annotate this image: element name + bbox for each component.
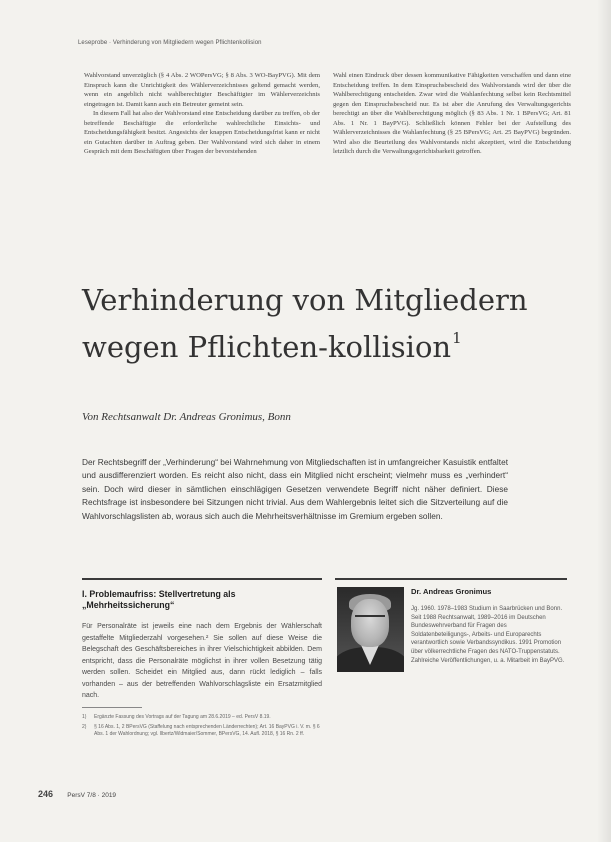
page-number: 246 bbox=[38, 789, 54, 799]
section-body: Für Personalräte ist jeweils eine nach dem Ergebnis der Wählerschaft gestaffelte Mitgliederzahl vorgesehen.² Sie sollen auf diese Weise die Belegschaft des Geschäftsbereiches in ihrer Vielschichtigkeit abbilden. Dem entspricht, dass die Personalräte möglichst in ihrer vollen Besetzung tätig werden sollen. Scheidet ein Mitglied aus, dann rückt lediglich – falls vorhanden – aus der betreffenden Wahlvorschlagsliste ein Ersatzmitglied nach. bbox=[82, 623, 322, 699]
section-heading: I. Problemaufriss: Stellvertretung als „Mehrheitssicherung“ bbox=[82, 589, 236, 610]
footnotes bbox=[82, 714, 322, 741]
footnote-number: 1) bbox=[82, 714, 87, 720]
running-head: Leseprobe · Verhinderung von Mitgliedern wegen Pflichtenkollision bbox=[78, 40, 262, 46]
author-bio: Jg. 1960. 1978–1983 Studium in Saarbrücken und Bonn. Seit 1988 Rechtsanwalt, 1989–2016 im Deutschen Bundeswehrverband für Fragen des Soldatenbeteiligungs-, Arbeits- und Europarechts verantwortlich sowie Verbandssyndikus. 1991 Promotion über völkerrechtliche Fragen des NATO-Truppenstatuts. Zahlreiche Veröffentlichungen, u. a. Mitarbeit im BayPVG. bbox=[411, 606, 565, 664]
top-right-column bbox=[333, 71, 571, 157]
author-portrait bbox=[337, 587, 404, 672]
paragraph: Wahl einen Eindruck über dessen kommunikative Fähigkeiten verschaffen und dann eine Entscheidung treffen. In dem Einspruchsbescheid des Wahlvorstands wird der über die Wahlberechtigung entscheiden. Zwar wird die Wahlanfechtung selbst kein Rechtsmittel gegen den Einspruchsbescheid nur. Es ist aber die Anrufung des Verwaltungsgerichts berechtigt an über die Wahlberechtigung möglich (§ 83 Abs. 1 Nr. 1 BPersVG; Art. 81 Abs. 1 Nr. 1 BayPVG). Schließlich können Fehler bei der Aufstellung des Wählerverzeichnisses die Wahlanfechtung (§ 25 BPersVG; Art. 25 BayPVG) begründen. Wird also die Beurteilung des Wahlvorstands nicht akzeptiert, wird die Entscheidung letztlich durch die Verwaltungsgerichtsbarkeit getroffen. bbox=[333, 72, 571, 155]
lead-paragraph: Der Rechtsbegriff der „Verhinderung“ bei Wahrnehmung von Mitgliedschaften ist in umfangreicher Kasuistik entfaltet und ausdifferenziert worden. Es reicht also nicht, dass ein Mitglied nicht erscheint; vielmehr muss es „verhindert“ sein. Doch wird dieser in sämtlichen einschlägigen Gesetzen verwendete Begriff nicht näher definiert. Diese Rechtsfrage ist insbesondere bei Sitzungen nicht trivial. Aus dem Wahlergebnis leitet sich die Sitzverteilung auf die Wahlvorschlagslisten ab, woraus sich auch die Mehrheitsverhältnisse im Gremium ergeben sollen. bbox=[82, 457, 508, 521]
author-box-divider bbox=[335, 578, 567, 580]
section-divider bbox=[82, 578, 322, 580]
article-title bbox=[82, 281, 552, 366]
footnote-text: Ergänzte Fassung des Vortrags auf der Tagung am 28.6.2019 – ed. PersV 8.19. bbox=[94, 714, 271, 720]
author-box bbox=[335, 578, 567, 710]
footnote bbox=[82, 724, 322, 739]
issue-label: PersV 7/8 · 2019 bbox=[67, 792, 117, 799]
footnote-divider bbox=[82, 707, 142, 708]
author-name: Dr. Andreas Gronimus bbox=[411, 587, 492, 596]
article-title-text: Verhinderung von Mitgliedern wegen Pflichten-kollision bbox=[82, 283, 528, 364]
title-footnote-mark: 1 bbox=[452, 329, 462, 347]
footnote-number: 2) bbox=[82, 723, 87, 730]
paragraph: Wahlvorstand unverzüglich (§ 4 Abs. 2 WOPersVG; § 8 Abs. 3 WO-BayPVG). Mit dem Einspruch kann die Unrichtigkeit des Wählerverzeichnisses geltend gemacht werden, wenn ein angeblich nicht wahlberechtigter Beschäftigter im Wählerverzeichnis eingetragen ist. Damit kann auch ein Betreuter gemeint sein. bbox=[84, 72, 320, 108]
footnote bbox=[82, 714, 322, 722]
top-left-column bbox=[84, 71, 320, 157]
paragraph: In diesem Fall hat also der Wahlvorstand eine Entscheidung darüber zu treffen, ob der betreffende Beschäftigte die erforderliche wahlrechtliche Einsichts- und Entscheidungsfähigkeit besitzt. Angesichts der knappen Entscheidungsfrist kann er nicht ein Gutachten darüber in Auftrag geben. Der Wahlvorstand wird sich daher in einem Gespräch mit dem Beschäftigten über Fragen der bevorstehenden bbox=[84, 110, 320, 155]
footnote-text: § 16 Abs. 1, 2 BPersVG (Staffelung nach entsprechenden Länderrechten); Art. 16 BayPVG i. V. m. § 6 Abs. 1 der Wahlordnung; vgl. Ilbertz/Widmaier/Sommer, BPersVG, 14. Aufl. 2018, § 16 Rn. 2 ff. bbox=[94, 723, 320, 738]
scan-edge-shadow bbox=[597, 0, 611, 842]
page-footer bbox=[38, 789, 116, 799]
byline: Von Rechtsanwalt Dr. Andreas Gronimus, Bonn bbox=[82, 411, 291, 423]
